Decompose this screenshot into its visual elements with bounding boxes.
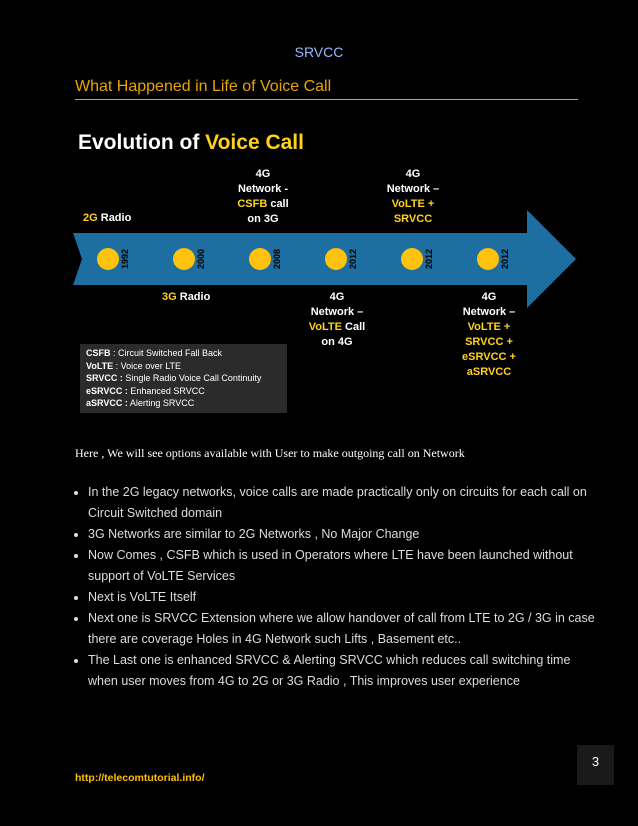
bullet-list xyxy=(68,482,600,692)
timeline-dot xyxy=(325,248,347,270)
timeline-year-label: 2012 xyxy=(500,248,510,270)
list-item: • Next one is SRVCC Extension where we allow handover of call from LTE to 2G / 3G in case there are coverage Holes in 4G Network such Lifts , Basement etc.. xyxy=(88,608,600,650)
timeline-dot xyxy=(477,248,499,270)
legend-item: SRVCC : Single Radio Voice Call Continuity xyxy=(86,373,262,383)
abbreviation-legend xyxy=(80,344,287,413)
list-item: • In the 2G legacy networks, voice calls are made practically only on circuits for each call on Circuit Switched domain xyxy=(88,482,600,524)
intro-text: Here , We will see options available with User to make outgoing call on Network xyxy=(75,446,465,460)
list-item: • Now Comes , CSFB which is used in Operators where LTE have been launched without support of VoLTE Services xyxy=(88,545,600,587)
legend-item: eSRVCC : Enhanced SRVCC xyxy=(86,385,205,396)
list-item: • The Last one is enhanced SRVCC & Alerting SRVCC which reduces call switching time when user moves from 4G to 2G or 3G Radio , This improves user experience xyxy=(88,650,600,692)
label-4g-esrvcc: 4G Network – VoLTE + SRVCC + eSRVCC + aSRVCC xyxy=(462,291,516,378)
header-title: SRVCC xyxy=(294,44,344,60)
legend-item: aSRVCC : Alerting SRVCC xyxy=(86,398,195,408)
label-2g-radio: 2G Radio xyxy=(83,212,132,224)
timeline-dot xyxy=(401,248,423,270)
list-item: • Next is VoLTE Itself xyxy=(88,587,600,608)
label-4g-volte: 4G Network – VoLTE Call on 4G xyxy=(308,291,366,348)
legend-item: VoLTE : Voice over LTE xyxy=(86,360,182,371)
timeline-year-label: 1992 xyxy=(120,248,130,270)
timeline-year-label: 2008 xyxy=(272,248,282,270)
timeline-year-label: 2012 xyxy=(348,248,358,270)
section-title: What Happened in Life of Voice Call xyxy=(75,78,332,95)
label-4g-volte-srvcc: 4G Network – VoLTE + SRVCC xyxy=(386,168,440,225)
timeline-year-label: 2000 xyxy=(196,248,206,270)
page-number: 3 xyxy=(577,745,614,785)
legend-item: CSFB : Circuit Switched Fall Back xyxy=(86,348,223,358)
list-item: • 3G Networks are similar to 2G Networks , No Major Change xyxy=(88,524,600,545)
timeline-title-prefix: Evolution of xyxy=(78,131,206,154)
timeline-title-highlight: Voice Call xyxy=(205,131,304,154)
label-4g-csfb: 4G Network - CSFB call on 3G xyxy=(237,168,289,225)
timeline-dot xyxy=(249,248,271,270)
label-3g-radio: 3G Radio xyxy=(162,291,211,303)
footer-link[interactable]: http://telecomtutorial.info/ xyxy=(75,772,205,784)
timeline-arrow xyxy=(0,0,638,320)
timeline-dot xyxy=(97,248,119,270)
timeline-dot xyxy=(173,248,195,270)
timeline-year-label: 2012 xyxy=(424,248,434,270)
